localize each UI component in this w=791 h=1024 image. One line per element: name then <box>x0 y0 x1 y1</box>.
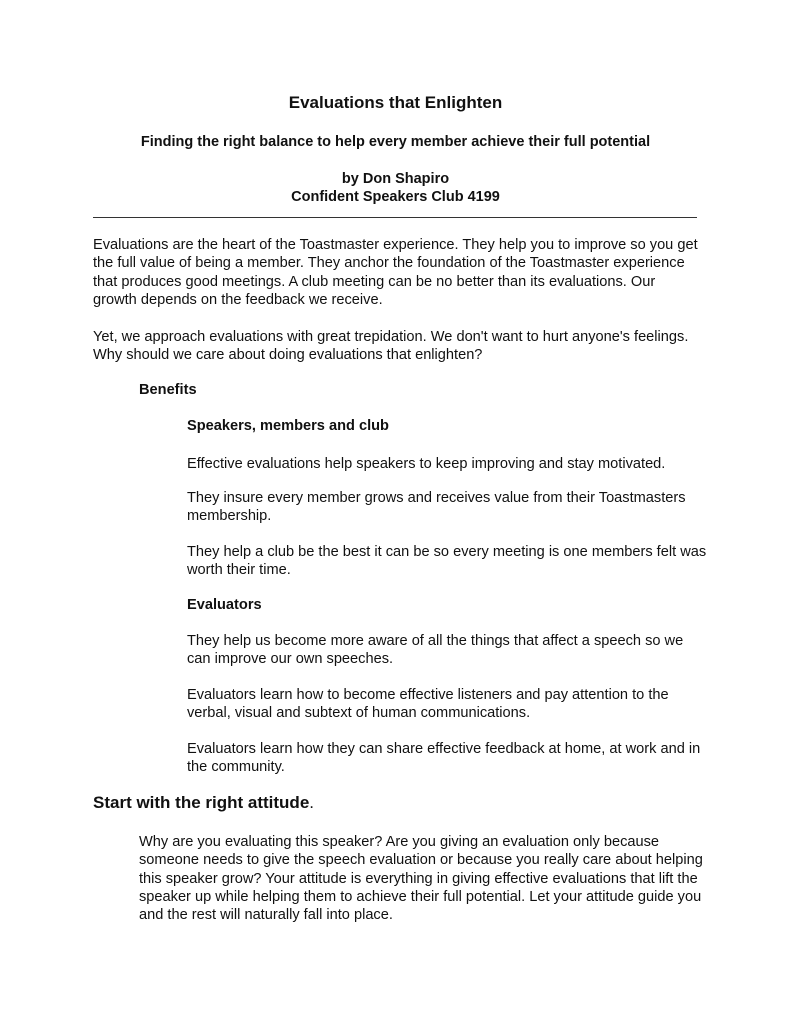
speakers-benefit-item: They help a club be the best it can be so every meeting is one members felt was worth their time. <box>187 544 707 579</box>
attitude-paragraph: Why are you evaluating this speaker? Are you giving an evaluation only because someone needs to give the speech evaluation or because you really care about helping this speaker grow? Your attitude is everything in giving effective evaluations that lift the speaker up while helping them to achieve their full potential. Let your attitude guide you and the rest will naturally fall into place. <box>139 834 703 924</box>
author-line: by Don Shapiro <box>341 171 450 187</box>
attitude-heading-text: Start with the right attitude <box>93 793 310 812</box>
divider-line <box>93 217 697 218</box>
evaluators-benefit-item: Evaluators learn how to become effective listeners and pay attention to the verbal, visual and subtext of human communications. <box>187 687 669 722</box>
speakers-heading: Speakers, members and club <box>187 418 389 434</box>
page-subtitle: Finding the right balance to help every member achieve their full potential <box>140 134 651 150</box>
intro-paragraph-1: Evaluations are the heart of the Toastmaster experience. They help you to improve so you get the full value of being a member. They anchor the foundation of the Toastmaster experience that produces good meetings. A club meeting can be no better than its evaluations. Our growth depends on the feedback we receive. <box>93 237 698 308</box>
attitude-heading-punct: . <box>309 793 315 812</box>
byline <box>0 170 791 206</box>
speakers-benefit-item: Effective evaluations help speakers to keep improving and stay motivated. <box>187 456 666 472</box>
club-line: Confident Speakers Club 4199 <box>291 189 500 205</box>
evaluators-benefit-item: Evaluators learn how they can share effective feedback at home, at work and in the community. <box>187 741 701 776</box>
evaluators-benefit-item: They help us become more aware of all the things that affect a speech so we can improve our own speeches. <box>187 633 684 668</box>
page-title: Evaluations that Enlighten <box>288 93 503 112</box>
evaluators-heading: Evaluators <box>187 597 262 613</box>
benefits-heading: Benefits <box>139 382 197 398</box>
intro-paragraph-2: Yet, we approach evaluations with great trepidation. We don't want to hurt anyone's feelings. Why should we care about doing evaluations that enlighten? <box>93 329 689 364</box>
speakers-benefit-item: They insure every member grows and receives value from their Toastmasters membership. <box>187 490 686 525</box>
attitude-heading <box>93 793 314 813</box>
